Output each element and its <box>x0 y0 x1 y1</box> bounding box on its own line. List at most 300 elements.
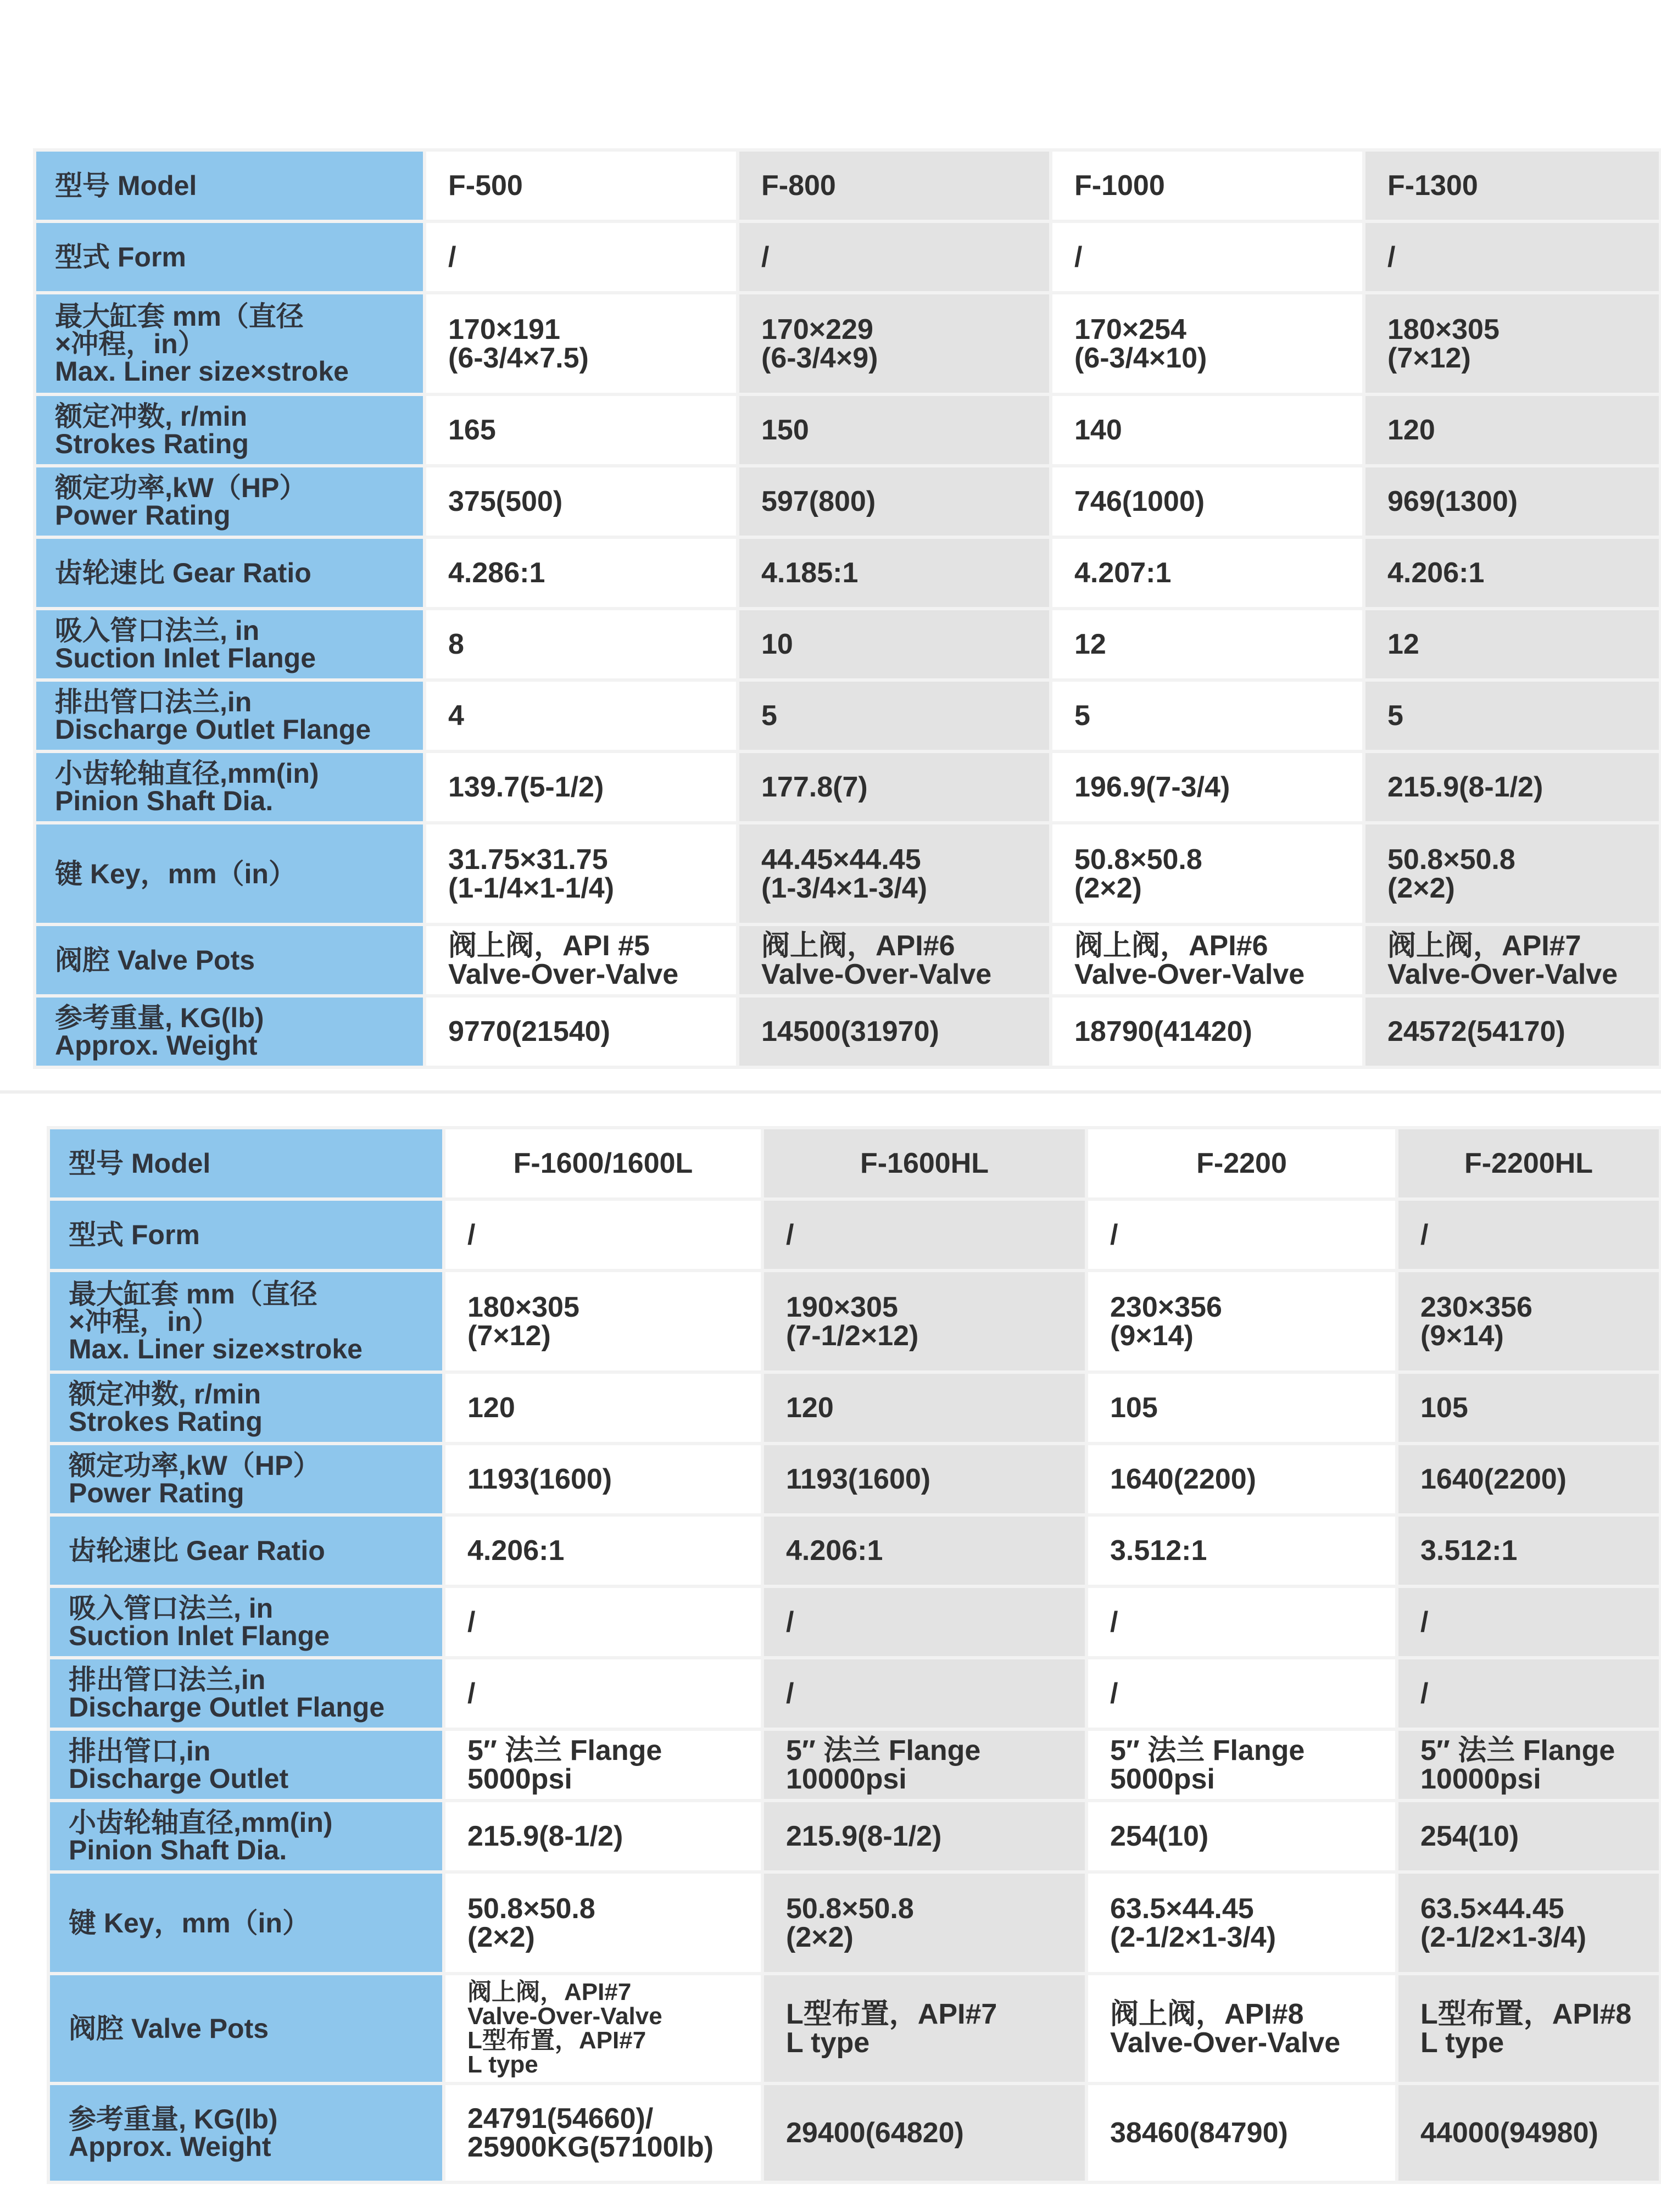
spec-row <box>35 466 1660 537</box>
spec-cell <box>1364 609 1660 680</box>
spec-cell-line: 63.5×44.45 <box>1420 1892 1564 1925</box>
spec-cell-line: (9×14) <box>1420 1319 1504 1352</box>
spec-cell-line: 5 <box>1387 700 1403 732</box>
spec-cell <box>1051 924 1364 996</box>
row-header <box>48 1199 444 1271</box>
row-header <box>35 823 425 924</box>
spec-cell <box>1086 1444 1397 1515</box>
spec-cell <box>738 466 1051 537</box>
spec-cell <box>444 1801 762 1872</box>
row-header-line: 键 Key，mm（in） <box>69 1907 310 1938</box>
spec-cell-line: (6-3/4×10) <box>1074 342 1207 374</box>
spec-cell-line: L型布置，API#8 <box>1420 1998 1632 2030</box>
row-header-line: 齿轮速比 Gear Ratio <box>55 558 311 588</box>
spec-cell <box>1051 537 1364 609</box>
spec-cell <box>1364 996 1660 1067</box>
spec-cell-line: 1193(1600) <box>467 1463 612 1495</box>
spec-cell <box>444 1658 762 1729</box>
spec-cell <box>738 996 1051 1067</box>
spec-cell-line: L型布置，API#7 <box>786 1998 997 2030</box>
spec-cell-line: 12 <box>1074 628 1106 660</box>
spec-cell-line: 1640(2200) <box>1110 1463 1256 1495</box>
row-header-line: Strokes Rating <box>55 428 249 459</box>
spec-cell <box>425 823 738 924</box>
spec-cell-line: (1-1/4×1-1/4) <box>448 872 615 904</box>
spec-cell-line: / <box>786 1606 794 1638</box>
spec-row <box>48 1729 1660 1801</box>
spec-cell <box>1086 2083 1397 2182</box>
spec-cell-line: F-1600HL <box>860 1147 989 1179</box>
spec-cell <box>425 150 738 221</box>
row-header <box>35 150 425 221</box>
spec-cell-line: 139.7(5-1/2) <box>448 771 604 803</box>
spec-cell-line: L type <box>467 2051 538 2078</box>
spec-cell <box>1397 1128 1660 1199</box>
spec-cell-line: Valve-Over-Valve <box>761 959 992 990</box>
spec-cell <box>1364 680 1660 751</box>
spec-cell <box>1397 1974 1660 2083</box>
row-header-line: Approx. Weight <box>55 1030 258 1061</box>
spec-cell-line: 5000psi <box>467 1763 572 1795</box>
spec-cell <box>425 537 738 609</box>
spec-row <box>48 1872 1660 1974</box>
spec-cell-line: (7-1/2×12) <box>786 1319 919 1352</box>
spec-cell <box>762 1658 1086 1729</box>
spec-cell-line: 1640(2200) <box>1420 1463 1567 1495</box>
row-header-line: 型式 Form <box>55 242 186 272</box>
spec-cell-line: 215.9(8-1/2) <box>467 1820 623 1852</box>
spec-cell-line: 5″ 法兰 Flange <box>786 1735 981 1767</box>
spec-cell-line: / <box>761 241 770 273</box>
spec-row <box>35 150 1660 221</box>
spec-cell-line: 120 <box>786 1392 834 1424</box>
row-header <box>35 221 425 293</box>
spec-cell <box>425 996 738 1067</box>
spec-cell <box>1086 1974 1397 2083</box>
spec-cell-line: / <box>467 1606 476 1638</box>
row-header <box>48 2083 444 2182</box>
spec-cell-line: (2-1/2×1-3/4) <box>1420 1921 1587 1953</box>
spec-row <box>35 293 1660 394</box>
spec-cell-line: (1-3/4×1-3/4) <box>761 872 928 904</box>
spec-cell-line: / <box>1420 1219 1429 1251</box>
row-header-line: 齿轮速比 Gear Ratio <box>69 1535 325 1566</box>
spec-cell <box>444 1128 762 1199</box>
spec-cell-line: Valve-Over-Valve <box>1110 2027 1341 2059</box>
spec-row <box>35 924 1660 996</box>
spec-cell <box>1364 751 1660 823</box>
spec-cell-line: F-1600/1600L <box>513 1147 693 1179</box>
row-header-line: 最大缸套 mm（直径 <box>55 300 304 332</box>
spec-cell-line: 阀上阀，API#7 <box>467 1979 632 2005</box>
spec-cell <box>1397 1515 1660 1586</box>
spec-cell-line: (9×14) <box>1110 1319 1194 1352</box>
spec-row <box>48 1974 1660 2083</box>
row-header-line: Suction Inlet Flange <box>69 1620 330 1651</box>
row-header-line: 型号 Model <box>69 1148 211 1179</box>
spec-row <box>35 394 1660 466</box>
spec-cell-line: 4.206:1 <box>467 1535 565 1567</box>
spec-cell <box>1397 1444 1660 1515</box>
spec-cell <box>425 221 738 293</box>
spec-cell-line: 50.8×50.8 <box>786 1892 914 1925</box>
row-header-line: 吸入管口法兰, in <box>69 1593 274 1624</box>
row-header-line: 吸入管口法兰, in <box>55 615 260 646</box>
row-header-line: 参考重量, KG(lb) <box>55 1002 264 1033</box>
spec-cell <box>1397 1271 1660 1372</box>
spec-cell-line: 5 <box>1074 700 1090 732</box>
spec-row <box>48 1128 1660 1199</box>
spec-cell <box>1086 1658 1397 1729</box>
spec-cell-line: (6-3/4×7.5) <box>448 342 589 374</box>
spec-cell-line: / <box>786 1678 794 1709</box>
spec-cell-line: (2×2) <box>786 1921 854 1953</box>
spec-cell <box>444 1872 762 1974</box>
spec-cell <box>444 1199 762 1271</box>
spec-row <box>35 537 1660 609</box>
spec-table-2 <box>47 1126 1661 2184</box>
spec-table-1 <box>33 148 1661 1069</box>
row-header-line: 参考重量, KG(lb) <box>69 2104 278 2135</box>
spec-cell <box>1364 150 1660 221</box>
spec-cell-line: Valve-Over-Valve <box>1074 959 1305 990</box>
spec-cell <box>738 751 1051 823</box>
spec-cell-line: / <box>467 1678 476 1709</box>
spec-cell-line: 105 <box>1110 1392 1158 1424</box>
spec-cell <box>762 1586 1086 1658</box>
spec-cell-line: F-2200HL <box>1464 1147 1593 1179</box>
spec-cell <box>1051 823 1364 924</box>
spec-cell <box>444 1372 762 1444</box>
spec-cell <box>1051 293 1364 394</box>
spec-cell-line: 254(10) <box>1420 1820 1519 1852</box>
spec-row <box>35 609 1660 680</box>
spec-cell-line: 150 <box>761 414 809 446</box>
spec-cell-line: / <box>1420 1678 1429 1709</box>
row-header <box>48 1444 444 1515</box>
row-header-line: 型式 Form <box>69 1219 200 1250</box>
spec-cell <box>425 466 738 537</box>
spec-cell <box>738 609 1051 680</box>
spec-cell <box>1051 150 1364 221</box>
spec-cell-line: / <box>1420 1606 1429 1638</box>
spec-cell <box>425 609 738 680</box>
spec-cell <box>1051 751 1364 823</box>
spec-cell <box>444 1515 762 1586</box>
row-header <box>35 293 425 394</box>
spec-cell-line: 1193(1600) <box>786 1463 931 1495</box>
spec-cell-line: / <box>1074 241 1083 273</box>
row-header <box>48 1128 444 1199</box>
row-header <box>35 924 425 996</box>
spec-cell <box>762 1872 1086 1974</box>
spec-cell-line: 170×254 <box>1074 313 1186 346</box>
spec-cell-line: 5000psi <box>1110 1763 1215 1795</box>
spec-cell-line: 120 <box>1387 414 1435 446</box>
spec-cell <box>738 823 1051 924</box>
spec-cell <box>1051 221 1364 293</box>
spec-cell-line: Valve-Over-Valve <box>448 959 679 990</box>
spec-cell-line: 177.8(7) <box>761 771 868 803</box>
spec-cell-line: / <box>1387 241 1396 273</box>
spec-cell <box>762 1372 1086 1444</box>
spec-cell-line: 120 <box>467 1392 515 1424</box>
row-header-line: 型号 Model <box>55 170 197 201</box>
spec-row <box>48 1658 1660 1729</box>
spec-cell-line: 230×356 <box>1110 1291 1222 1323</box>
spec-cell-line: / <box>786 1219 794 1251</box>
spec-cell-line: 50.8×50.8 <box>1074 843 1202 876</box>
spec-cell-line: L type <box>786 2027 870 2059</box>
row-header-line: Pinion Shaft Dia. <box>55 785 274 816</box>
spec-cell-line: (2-1/2×1-3/4) <box>1110 1921 1277 1953</box>
spec-cell <box>1397 1586 1660 1658</box>
spec-cell-line: (2×2) <box>467 1921 535 1953</box>
row-header <box>35 609 425 680</box>
spec-cell-line: 180×305 <box>1387 313 1500 346</box>
row-header-line: 小齿轮轴直径,mm(in) <box>55 758 319 789</box>
row-header-line: 小齿轮轴直径,mm(in) <box>69 1807 333 1838</box>
spec-cell-line: 215.9(8-1/2) <box>786 1820 942 1852</box>
spec-cell-line: (2×2) <box>1387 872 1455 904</box>
row-header <box>35 466 425 537</box>
spec-cell-line: 阀上阀，API#8 <box>1110 1998 1304 2030</box>
row-header-line: Power Rating <box>55 500 231 531</box>
spec-cell <box>738 221 1051 293</box>
spec-cell-line: 38460(84790) <box>1110 2117 1288 2149</box>
spec-cell <box>738 293 1051 394</box>
spec-cell <box>1397 1199 1660 1271</box>
spec-row <box>48 1199 1660 1271</box>
spec-cell <box>1364 924 1660 996</box>
spec-cell-line: 746(1000) <box>1074 486 1205 517</box>
spec-row <box>48 1372 1660 1444</box>
spec-row <box>35 221 1660 293</box>
spec-cell-line: 4.206:1 <box>786 1535 883 1567</box>
spec-cell <box>762 1515 1086 1586</box>
spec-cell-line: 阀上阀，API #5 <box>448 930 650 962</box>
spec-cell-line: L型布置，API#7 <box>467 2027 646 2054</box>
spec-cell-line: 375(500) <box>448 486 563 517</box>
spec-cell-line: 29400(64820) <box>786 2117 964 2149</box>
spec-cell <box>762 2083 1086 2182</box>
spec-cell <box>1086 1586 1397 1658</box>
row-header <box>35 996 425 1067</box>
spec-cell-line: / <box>448 241 456 273</box>
spec-cell-line: 24791(54660)/ <box>467 2103 654 2135</box>
row-header-line: 阀腔 Valve Pots <box>69 2013 269 2044</box>
spec-row <box>35 823 1660 924</box>
spec-cell-line: 44.45×44.45 <box>761 843 921 876</box>
row-header-line: 额定冲数, r/min <box>69 1379 261 1409</box>
spec-cell-line: Valve-Over-Valve <box>1387 959 1618 990</box>
spec-cell-line: 969(1300) <box>1387 486 1518 517</box>
row-header-line: 额定功率,kW（HP） <box>55 472 307 503</box>
spec-cell <box>1086 1199 1397 1271</box>
row-header-line: Strokes Rating <box>69 1406 263 1437</box>
spec-cell-line: 196.9(7-3/4) <box>1074 771 1230 803</box>
spec-cell <box>1397 1658 1660 1729</box>
spec-cell-line: 3.512:1 <box>1420 1535 1518 1567</box>
spec-cell-line: 4 <box>448 700 464 732</box>
spec-cell-line: 140 <box>1074 414 1122 446</box>
spec-cell <box>1397 2083 1660 2182</box>
spec-row <box>48 2083 1660 2182</box>
spec-cell <box>1397 1801 1660 1872</box>
spec-cell <box>444 1586 762 1658</box>
row-header-line: Discharge Outlet Flange <box>55 714 371 745</box>
spec-cell <box>762 1199 1086 1271</box>
spec-cell-line: (6-3/4×9) <box>761 342 878 374</box>
row-header <box>48 1586 444 1658</box>
spec-cell <box>1364 823 1660 924</box>
spec-cell-line: / <box>467 1219 476 1251</box>
spec-cell-line: 31.75×31.75 <box>448 843 608 876</box>
spec-row <box>48 1271 1660 1372</box>
spec-cell <box>425 924 738 996</box>
spec-row <box>35 680 1660 751</box>
row-header-line: ×冲程，in） <box>55 328 205 359</box>
spec-cell-line: 9770(21540) <box>448 1016 610 1048</box>
spec-cell-line: / <box>1110 1219 1118 1251</box>
spec-cell-line: 14500(31970) <box>761 1016 939 1048</box>
spec-cell <box>1086 1128 1397 1199</box>
spec-row <box>48 1444 1660 1515</box>
spec-cell-line: 阀上阀，API#7 <box>1387 930 1581 962</box>
spec-cell-line: F-1000 <box>1074 170 1165 202</box>
spec-cell-line: 阀上阀，API#6 <box>1074 930 1268 962</box>
row-header-line: Pinion Shaft Dia. <box>69 1835 287 1865</box>
spec-cell-line: / <box>1110 1678 1118 1709</box>
spec-cell-line: 50.8×50.8 <box>467 1892 595 1925</box>
spec-cell <box>762 1974 1086 2083</box>
spec-cell <box>738 394 1051 466</box>
row-header <box>48 1515 444 1586</box>
row-header-line: 排出管口,in <box>69 1736 211 1767</box>
row-header-line: Max. Liner size×stroke <box>69 1333 363 1364</box>
spec-cell-line: 230×356 <box>1420 1291 1532 1323</box>
row-header-line: 额定功率,kW（HP） <box>69 1450 321 1481</box>
spec-cell <box>1051 996 1364 1067</box>
spec-cell-line: 165 <box>448 414 496 446</box>
spec-cell <box>1364 537 1660 609</box>
spec-cell <box>1086 1515 1397 1586</box>
row-header-line: 键 Key，mm（in） <box>55 858 296 889</box>
row-header-line: Discharge Outlet <box>69 1763 289 1794</box>
spec-cell <box>1086 1271 1397 1372</box>
spec-cell <box>762 1729 1086 1801</box>
row-header <box>48 1729 444 1801</box>
row-header-line: Suction Inlet Flange <box>55 643 316 673</box>
row-header-line: 阀腔 Valve Pots <box>55 945 255 976</box>
spec-cell-line: 597(800) <box>761 486 876 517</box>
spec-cell-line: 4.207:1 <box>1074 557 1172 589</box>
spec-cell-line: 8 <box>448 628 464 660</box>
spec-cell <box>762 1271 1086 1372</box>
spec-cell <box>444 1974 762 2083</box>
row-header-line: Max. Liner size×stroke <box>55 355 349 387</box>
spec-cell-line: Valve-Over-Valve <box>467 2003 662 2030</box>
spec-cell <box>444 1444 762 1515</box>
spec-row <box>48 1515 1660 1586</box>
spec-cell-line: 254(10) <box>1110 1820 1209 1852</box>
spec-cell-line: 170×191 <box>448 313 560 346</box>
spec-cell-line: 215.9(8-1/2) <box>1387 771 1543 803</box>
row-header <box>48 1658 444 1729</box>
spec-cell-line: 4.286:1 <box>448 557 545 589</box>
row-header-line: 额定冲数, r/min <box>55 401 248 432</box>
spec-cell-line: (7×12) <box>1387 342 1471 374</box>
spec-cell <box>1086 1729 1397 1801</box>
spec-cell-line: / <box>1110 1606 1118 1638</box>
spec-cell <box>444 1729 762 1801</box>
spec-cell-line: 25900KG(57100lb) <box>467 2131 714 2163</box>
spec-cell-line: 阀上阀，API#6 <box>761 930 955 962</box>
row-header-line: Approx. Weight <box>69 2131 271 2162</box>
spec-cell-line: 190×305 <box>786 1291 898 1323</box>
spec-cell-line: (2×2) <box>1074 872 1142 904</box>
spec-cell-line: F-1300 <box>1387 170 1478 202</box>
row-header <box>48 1271 444 1372</box>
table-separator <box>0 1090 1661 1094</box>
spec-cell-line: 5″ 法兰 Flange <box>1110 1735 1305 1767</box>
spec-row <box>35 996 1660 1067</box>
spec-row <box>48 1801 1660 1872</box>
spec-cell <box>762 1444 1086 1515</box>
spec-cell <box>1051 680 1364 751</box>
spec-cell-line: F-500 <box>448 170 523 202</box>
spec-cell <box>1364 293 1660 394</box>
spec-cell <box>1086 1801 1397 1872</box>
spec-cell-line: 4.185:1 <box>761 557 859 589</box>
spec-cell-line: 44000(94980) <box>1420 2117 1598 2149</box>
spec-cell-line: 10 <box>761 628 793 660</box>
spec-cell <box>425 751 738 823</box>
row-header <box>48 1974 444 2083</box>
spec-cell <box>1086 1372 1397 1444</box>
spec-cell <box>738 680 1051 751</box>
row-header-line: Power Rating <box>69 1478 244 1508</box>
spec-cell-line: L type <box>1420 2027 1504 2059</box>
spec-cell <box>425 293 738 394</box>
row-header <box>48 1872 444 1974</box>
spec-cell-line: 4.206:1 <box>1387 557 1485 589</box>
spec-cell-line: 24572(54170) <box>1387 1016 1565 1048</box>
spec-cell-line: 18790(41420) <box>1074 1016 1252 1048</box>
spec-cell-line: 5 <box>761 700 777 732</box>
spec-cell-line: 105 <box>1420 1392 1468 1424</box>
spec-cell <box>1397 1872 1660 1974</box>
row-header-line: 排出管口法兰,in <box>69 1664 266 1695</box>
spec-cell <box>1397 1372 1660 1444</box>
row-header-line: 最大缸套 mm（直径 <box>69 1278 317 1310</box>
spec-cell <box>425 394 738 466</box>
spec-cell <box>444 2083 762 2182</box>
spec-cell <box>1051 609 1364 680</box>
spec-cell <box>1051 466 1364 537</box>
spec-cell-line: 50.8×50.8 <box>1387 843 1515 876</box>
spec-cell <box>1086 1872 1397 1974</box>
spec-cell-line: F-800 <box>761 170 836 202</box>
spec-cell <box>762 1801 1086 1872</box>
spec-cell-line: 12 <box>1387 628 1419 660</box>
spec-cell-line: 10000psi <box>786 1763 907 1795</box>
spec-cell-line: 180×305 <box>467 1291 579 1323</box>
spec-cell-line: (7×12) <box>467 1319 551 1352</box>
row-header-line: Discharge Outlet Flange <box>69 1692 385 1723</box>
spec-cell <box>1364 466 1660 537</box>
row-header <box>35 537 425 609</box>
